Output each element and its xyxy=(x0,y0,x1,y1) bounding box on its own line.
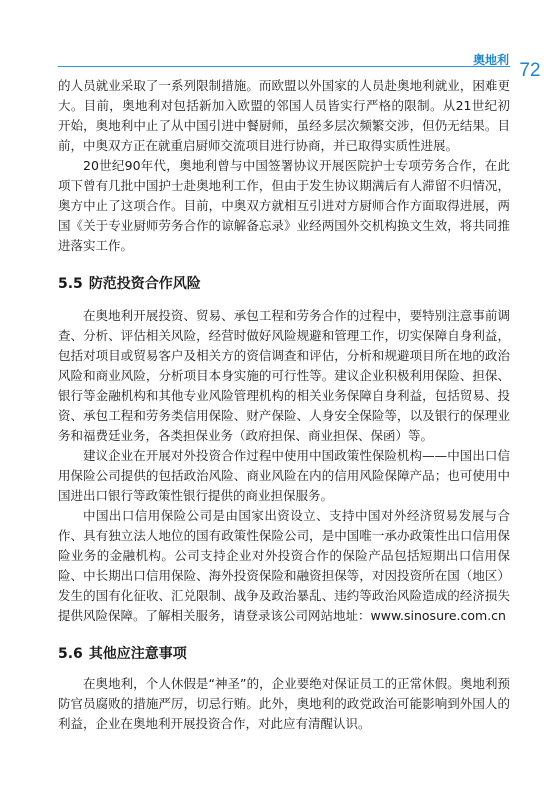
section-title: 其他应注意事项 xyxy=(88,646,187,662)
paragraph-risk-3: 中国出口信用保险公司是由国家出资设立、支持中国对外经济贸易发展与合作、具有独立法人地位的国有政策性保险公司，是中国唯一承办政策性出口信用保险业务的金融机构。公司支持企业对外投资合作的保险产品包括短期出口信用保险、中长期出口信用保险、海外投资保险和融资担保等，对因投资所在国（地区）发生的国有化征收、汇兑限制、战争及政治暴乱、违约等政治风险造成的经济损失提供风险保障。了解相关服务，请登录该公司网站地址：www.sinosure.com.cn xyxy=(58,508,510,623)
paragraph-other-1: 在奥地利，个人休假是“神圣”的，企业要绝对保证员工的正常休假。奥地利预防官员腐败的措施严厉，切忌行贿。此外，奥地利的政党政治可能影响到外国人的利益，企业在奥地利开展投资合作，对此应有清醒认识。 xyxy=(58,676,510,731)
paragraph-continued: 的人员就业采取了一系列限制措施。而欧盟以外国家的人员赴奥地利就业，困难更大。目前，奥地利对包括新加入欧盟的邻国人员皆实行严格的限制。从21世纪初开始，奥地利中止了从中国引进中餐厨师，虽经多层次频繁交涉，但仍无结果。目前，中奥双方正在就重启厨师交流项目进行协商，并已取得实质性进展。 xyxy=(58,78,510,153)
section-title: 防范投资合作风险 xyxy=(88,276,201,292)
paragraph-risk-1: 在奥地利开展投资、贸易、承包工程和劳务合作的过程中，要特别注意事前调查、分析、评估相关风险，经营时做好风险规避和管理工作，切实保障自身利益，包括对项目或贸易客户及相关方的资信调查和评估，分析和规避项目所在地的政治风险和商业风险，分析项目本身实施的可行性等。建议企业积极利用保险、担保、银行等金融机构和其他专业风险管理机构的相关业务保障自身利益，包括贸易、投资、承包工程和劳务类信用保险、财产保险、人身安全保险等，以及银行的保理业务和福费廷业务，各类担保业务（政府担保、商业担保、保函）等。 xyxy=(58,308,510,443)
section-heading-risk xyxy=(58,274,510,294)
page-body xyxy=(58,76,510,734)
section-number: 5.5 xyxy=(58,276,83,292)
running-header-country: 奥地利 xyxy=(472,53,509,67)
paragraph-risk-2: 建议企业在开展对外投资合作过程中使用中国政策性保险机构——中国出口信用保险公司提供的包括政治风险、商业风险在内的信用风险保障产品；也可使用中国进出口银行等政策性银行提供的商业担保服务。 xyxy=(58,448,510,503)
section-heading-other xyxy=(58,644,510,664)
paragraph-nurses: 20世纪90年代，奥地利曾与中国签署协议开展医院护士专项劳务合作，在此项下曾有几批中国护士赴奥地利工作，但由于发生协议期满后有人滞留不归情况，奥方中止了这项合作。目前，中奥双方就相互引进对方厨师合作方面取得进展，两国《关于专业厨师劳务合作的谅解备忘录》业经两国外交机构换文生效，将共同推进落实工作。 xyxy=(58,158,510,253)
section-number: 5.6 xyxy=(58,646,83,662)
header-rule xyxy=(58,66,510,67)
page-number: 72 xyxy=(519,60,541,81)
